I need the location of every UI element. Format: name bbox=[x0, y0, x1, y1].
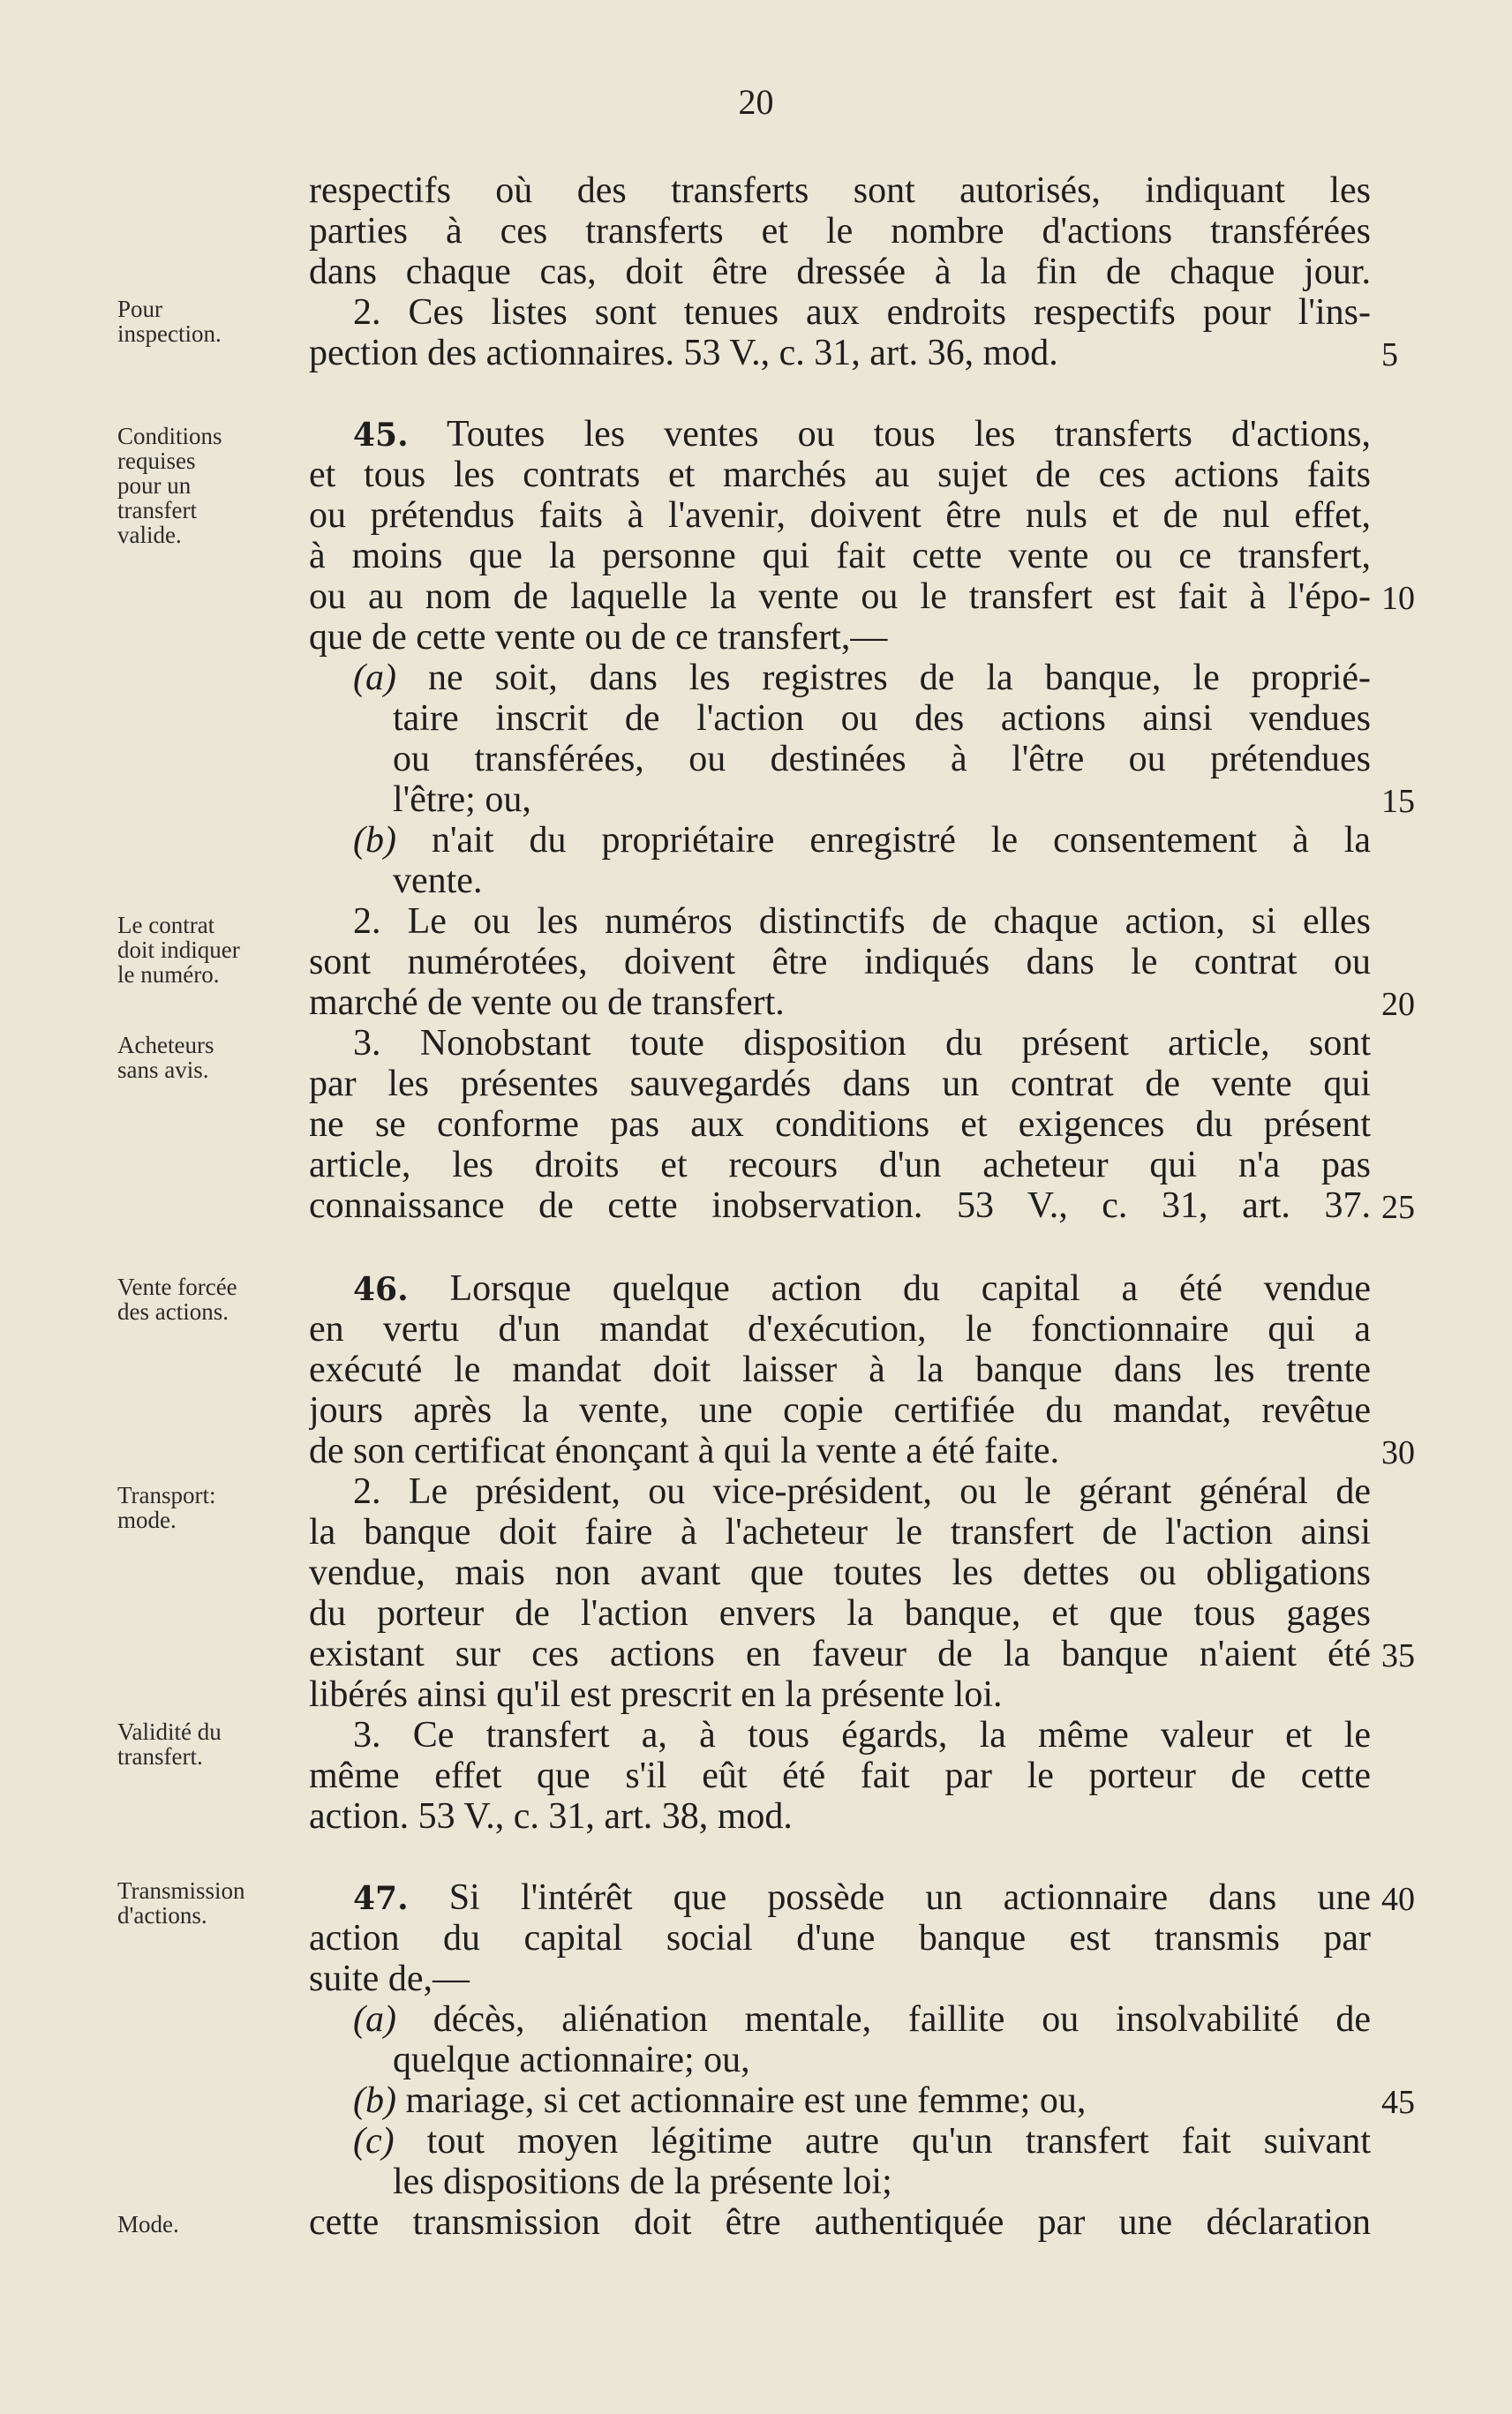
body-line: article, les droits et recours d'un acheteur qui n'a pas bbox=[309, 1145, 1371, 1185]
body-line: exécuté le mandat doit laisser à la banque dans les trente bbox=[309, 1350, 1371, 1390]
paragraph-a-line: (a) ne soit, dans les registres de la banque, le proprié- bbox=[353, 658, 1371, 698]
line-number: 45 bbox=[1381, 2084, 1415, 2121]
body-line: respectifs où des transferts sont autorisés, indiquant les bbox=[309, 170, 1371, 211]
body-line: cette transmission doit être authentiquée par une déclaration bbox=[309, 2202, 1371, 2243]
paragraph-letter-b: (b) bbox=[353, 820, 396, 861]
body-line: de son certificat énonçant à qui la vente a été faite. bbox=[309, 1431, 1060, 1471]
body-line: ou transférées, ou destinées à l'être ou prétendues bbox=[393, 739, 1371, 779]
section-number-45: 45. bbox=[353, 417, 409, 454]
body-line: par les présentes sauvegardés dans un contrat de vente qui bbox=[309, 1064, 1371, 1104]
margin-note-transmission: Transmission d'actions. bbox=[117, 1877, 245, 1929]
body-line: 2. Le président, ou vice-président, ou le gérant général de bbox=[353, 1471, 1371, 1512]
line-number: 20 bbox=[1381, 986, 1415, 1023]
section-number-47: 47. bbox=[353, 1880, 409, 1917]
line-number: 30 bbox=[1381, 1434, 1415, 1471]
body-line: ou au nom de laquelle la vente ou le transfert est fait à l'épo- bbox=[309, 576, 1371, 617]
body-line: libérés ainsi qu'il est prescrit en la présente loi. bbox=[309, 1674, 1003, 1715]
section-47-first-line: 47. Si l'intérêt que possède un actionnaire dans une bbox=[353, 1877, 1371, 1918]
margin-note-validite: Validité du transfert. bbox=[117, 1718, 222, 1770]
body-line: vendue, mais non avant que toutes les dettes ou obligations bbox=[309, 1553, 1371, 1593]
line-number: 25 bbox=[1381, 1189, 1415, 1226]
line-number: 10 bbox=[1381, 580, 1415, 617]
section-45-first-line: 45. Toutes les ventes ou tous les transferts d'actions, bbox=[353, 414, 1371, 455]
body-line: la banque doit faire à l'acheteur le transfert de l'action ainsi bbox=[309, 1512, 1371, 1553]
body-line: ne se conforme pas aux conditions et exigences du présent bbox=[309, 1104, 1371, 1145]
body-line: 2. Le ou les numéros distinctifs de chaque action, si elles bbox=[353, 901, 1371, 942]
paragraph-a-line: (a) décès, aliénation mentale, faillite ou insolvabilité de bbox=[353, 1999, 1371, 2040]
body-line: parties à ces transferts et le nombre d'actions transférées bbox=[309, 211, 1371, 252]
body-line: action. 53 V., c. 31, art. 38, mod. bbox=[309, 1796, 793, 1837]
margin-note-acheteurs: Acheteurs sans avis. bbox=[117, 1032, 214, 1083]
paragraph-c-line: (c) tout moyen légitime autre qu'un transfert fait suivant bbox=[353, 2121, 1371, 2162]
paragraph-b-line: (b) mariage, si cet actionnaire est une femme; ou, bbox=[353, 2080, 1087, 2121]
body-line: existant sur ces actions en faveur de la banque n'aient été bbox=[309, 1634, 1371, 1674]
body-line: jours après la vente, une copie certifiée du mandat, revêtue bbox=[309, 1390, 1371, 1431]
body-line: pection des actionnaires. 53 V., c. 31, art. 36, mod. bbox=[309, 333, 1058, 373]
margin-note-pour-inspection: Pour inspection. bbox=[117, 296, 222, 347]
body-line: 2. Ces listes sont tenues aux endroits respectifs pour l'ins- bbox=[353, 292, 1371, 333]
body-line: taire inscrit de l'action ou des actions ainsi vendues bbox=[393, 698, 1371, 739]
body-line: que de cette vente ou de ce transfert,— bbox=[309, 617, 888, 658]
margin-note-mode: Mode. bbox=[117, 2211, 179, 2237]
line-number: 15 bbox=[1381, 783, 1415, 820]
paragraph-b-line: (b) n'ait du propriétaire enregistré le consentement à la bbox=[353, 820, 1371, 861]
body-line: 3. Nonobstant toute disposition du présent article, sont bbox=[353, 1023, 1371, 1064]
body-line: action du capital social d'une banque est transmis par bbox=[309, 1918, 1371, 1959]
section-46-first-line: 46. Lorsque quelque action du capital a été vendue bbox=[353, 1268, 1371, 1309]
body-line: connaissance de cette inobservation. 53 V., c. 31, art. 37. bbox=[309, 1185, 1371, 1226]
body-line: suite de,— bbox=[309, 1959, 470, 1999]
body-line: l'être; ou, bbox=[393, 779, 531, 820]
line-number: 40 bbox=[1381, 1881, 1415, 1918]
body-line: dans chaque cas, doit être dressée à la fin de chaque jour. bbox=[309, 252, 1371, 292]
margin-note-contrat: Le contrat doit indiquer le numéro. bbox=[117, 912, 240, 988]
body-line: et tous les contrats et marchés au sujet de ces actions faits bbox=[309, 455, 1371, 495]
paragraph-letter-a: (a) bbox=[353, 1999, 396, 2040]
body-line: marché de vente ou de transfert. bbox=[309, 982, 785, 1023]
line-number: 5 bbox=[1381, 336, 1398, 373]
section-number-46: 46. bbox=[353, 1271, 409, 1308]
body-line: ou prétendus faits à l'avenir, doivent être nuls et de nul effet, bbox=[309, 495, 1371, 536]
margin-note-conditions: Conditions requises pour un transfert valide. bbox=[117, 423, 222, 548]
paragraph-letter-a: (a) bbox=[353, 658, 396, 698]
paragraph-letter-c: (c) bbox=[353, 2121, 395, 2162]
body-line: du porteur de l'action envers la banque, et que tous gages bbox=[309, 1593, 1371, 1634]
body-line: même effet que s'il eût été fait par le porteur de cette bbox=[309, 1756, 1371, 1796]
page-number: 20 bbox=[738, 82, 774, 122]
paragraph-letter-b: (b) bbox=[353, 2080, 396, 2121]
margin-note-transport: Transport: mode. bbox=[117, 1482, 216, 1533]
body-line: vente. bbox=[393, 861, 483, 901]
line-number: 35 bbox=[1381, 1637, 1415, 1674]
body-line: en vertu d'un mandat d'exécution, le fonctionnaire qui a bbox=[309, 1309, 1371, 1350]
body-line: à moins que la personne qui fait cette vente ou ce transfert, bbox=[309, 536, 1371, 576]
body-line: quelque actionnaire; ou, bbox=[393, 2040, 750, 2080]
body-line: sont numérotées, doivent être indiqués dans le contrat ou bbox=[309, 942, 1371, 982]
body-line: les dispositions de la présente loi; bbox=[393, 2162, 892, 2202]
margin-note-vente-forcee: Vente forcée des actions. bbox=[117, 1274, 237, 1325]
body-line: 3. Ce transfert a, à tous égards, la même valeur et le bbox=[353, 1715, 1371, 1756]
